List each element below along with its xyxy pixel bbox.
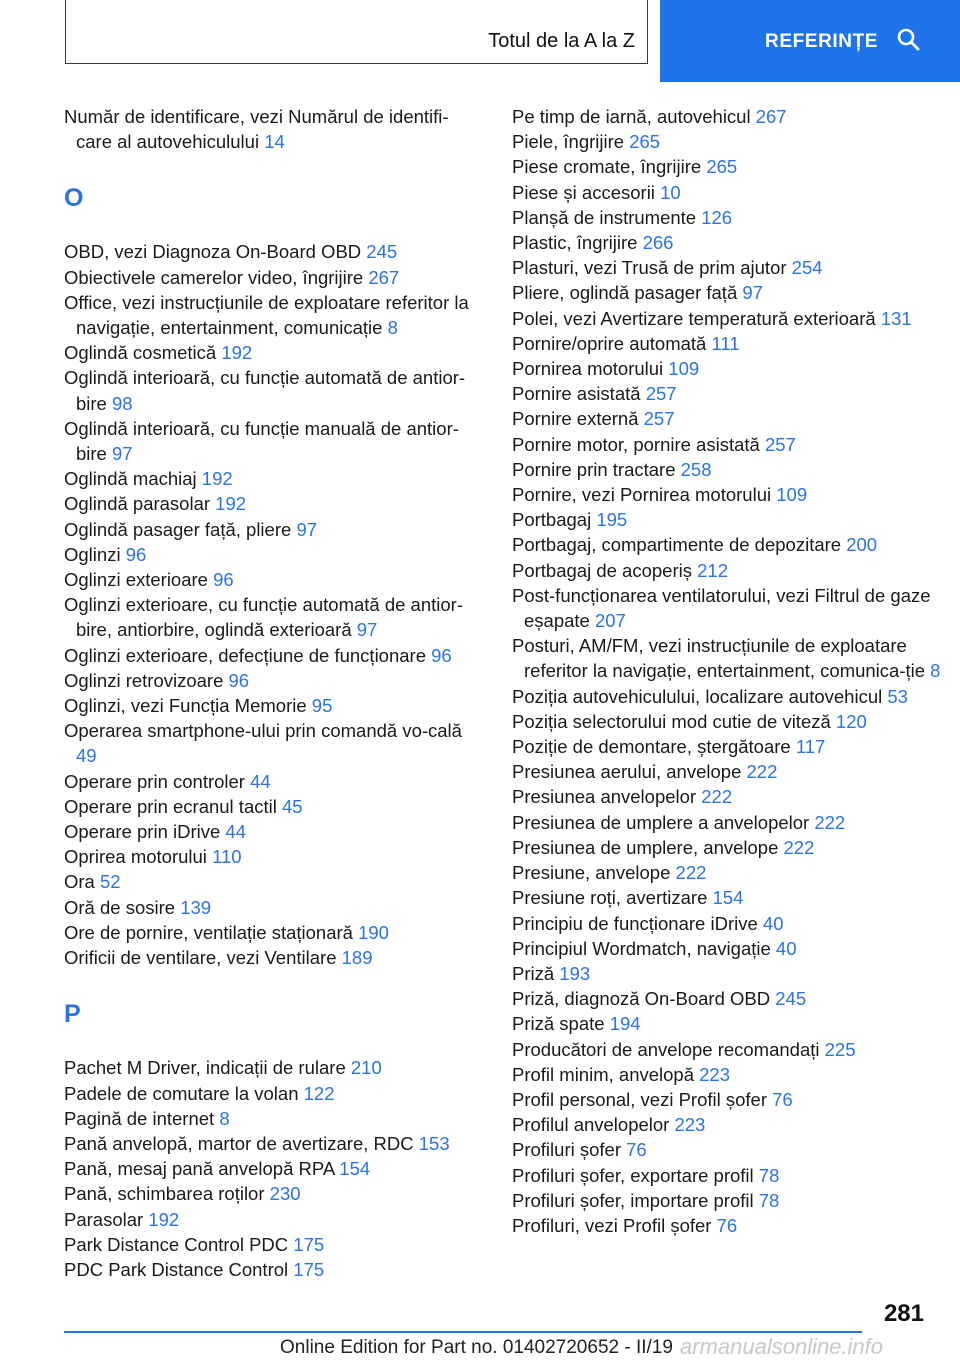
index-entry bbox=[64, 794, 484, 819]
index-entry bbox=[512, 457, 952, 482]
page-link[interactable]: 245 bbox=[366, 241, 398, 263]
page-link[interactable]: 96 bbox=[125, 543, 147, 565]
index-term: Oglindă interioară, cu funcție automată de antior-bire bbox=[64, 367, 466, 414]
index-entry bbox=[64, 1106, 484, 1131]
page-link[interactable]: 190 bbox=[358, 921, 389, 943]
page-link[interactable]: 97 bbox=[742, 282, 763, 304]
page-link[interactable]: 40 bbox=[762, 912, 784, 934]
index-entry bbox=[64, 945, 484, 970]
page-link[interactable]: 96 bbox=[228, 669, 250, 691]
index-entry bbox=[512, 1188, 952, 1213]
page-link[interactable]: 192 bbox=[215, 493, 247, 515]
index-entry bbox=[64, 1081, 484, 1106]
index-entry bbox=[512, 255, 952, 280]
index-entry bbox=[512, 709, 952, 734]
index-entry bbox=[64, 920, 484, 945]
page-link[interactable]: 44 bbox=[250, 770, 271, 792]
page-link[interactable]: 45 bbox=[282, 795, 303, 817]
index-term: OBD, vezi Diagnoza On-Board OBD bbox=[64, 241, 367, 263]
header-section-box bbox=[65, 0, 648, 64]
index-entry bbox=[64, 340, 484, 365]
section-title: Totul de la A la Z bbox=[488, 30, 635, 52]
index-term: Pornire prin tractare bbox=[512, 458, 681, 480]
index-term: Pagină de internet bbox=[64, 1107, 220, 1129]
page-link[interactable]: 210 bbox=[350, 1057, 382, 1079]
page-link[interactable]: 175 bbox=[293, 1258, 325, 1280]
page-number: 281 bbox=[883, 1300, 924, 1327]
index-entry bbox=[512, 507, 952, 532]
index-term: Portbagaj de acoperiș bbox=[512, 559, 698, 581]
index-term: Operare prin ecranul tactil bbox=[64, 795, 282, 817]
index-term: Profiluri șofer bbox=[512, 1139, 627, 1161]
index-entry bbox=[64, 693, 484, 718]
index-entry bbox=[64, 1181, 484, 1206]
index-term: Profiluri șofer, importare profil bbox=[512, 1189, 759, 1211]
page-link[interactable]: 257 bbox=[643, 408, 675, 430]
search-icon[interactable] bbox=[896, 27, 920, 51]
index-entry bbox=[64, 290, 484, 340]
index-term: Presiune, anvelope bbox=[512, 862, 676, 884]
index-entry bbox=[512, 784, 952, 809]
page-link[interactable]: 110 bbox=[212, 846, 242, 868]
page-link[interactable]: 111 bbox=[711, 332, 740, 354]
index-entry bbox=[512, 885, 952, 910]
index-term: Pornire motor, pornire asistată bbox=[512, 433, 765, 455]
page-link[interactable]: 97 bbox=[112, 443, 133, 465]
index-entry bbox=[512, 911, 952, 936]
page-link[interactable]: 153 bbox=[418, 1132, 450, 1154]
index-entry bbox=[512, 129, 952, 154]
index-term: Operare prin iDrive bbox=[64, 821, 226, 843]
index-entry bbox=[512, 280, 952, 305]
index-term: Oprirea motorului bbox=[64, 846, 213, 868]
page-link[interactable]: 95 bbox=[311, 695, 333, 717]
index-term: Poziție de demontare, ștergătoare bbox=[512, 736, 796, 758]
index-term: Pornirea motorului bbox=[512, 358, 669, 380]
index-entry bbox=[64, 668, 484, 693]
index-entry bbox=[512, 835, 952, 860]
page-link[interactable]: 267 bbox=[755, 106, 787, 127]
references-tab[interactable] bbox=[660, 0, 960, 82]
index-term: Profil minim, anvelopă bbox=[512, 1063, 700, 1085]
index-entry bbox=[512, 180, 952, 205]
index-term: Număr de identificare, vezi Numărul de identifi-care al autovehiculului bbox=[64, 106, 449, 153]
index-entry bbox=[512, 1037, 952, 1062]
index-term: Park Distance Control PDC bbox=[64, 1233, 294, 1255]
index-term: Priză spate bbox=[512, 1013, 610, 1035]
index-term: Pornire asistată bbox=[512, 383, 646, 405]
index-entry bbox=[64, 239, 484, 264]
page-link[interactable]: 131 bbox=[880, 307, 912, 329]
page-link[interactable]: 8 bbox=[387, 317, 398, 339]
page-link[interactable]: 10 bbox=[660, 181, 681, 203]
index-entry bbox=[512, 205, 952, 230]
index-entry bbox=[64, 869, 484, 894]
index-entry bbox=[64, 769, 484, 794]
page-link[interactable]: 97 bbox=[296, 518, 318, 540]
index-term: Operarea smartphone-ului prin comandă vo-cală bbox=[64, 720, 462, 742]
index-entry bbox=[64, 491, 484, 516]
index-entry bbox=[512, 432, 952, 457]
watermark: armanualsonline.info bbox=[680, 1334, 884, 1359]
index-term: Operare prin controler bbox=[64, 770, 251, 792]
index-term: Pornire/oprire automată bbox=[512, 332, 712, 354]
page-link[interactable]: 254 bbox=[791, 257, 823, 279]
page-link[interactable]: 200 bbox=[846, 534, 878, 556]
index-term: Oglindă machiaj bbox=[64, 468, 202, 490]
index-term: Pornire, vezi Pornirea motorului bbox=[512, 484, 777, 506]
index-entry bbox=[64, 844, 484, 869]
page-link[interactable]: 265 bbox=[629, 131, 661, 153]
page-link[interactable]: 8 bbox=[219, 1107, 230, 1129]
index-term: Profilul anvelopelor bbox=[512, 1114, 675, 1136]
page-link[interactable]: 40 bbox=[775, 937, 797, 959]
page-link[interactable]: 98 bbox=[112, 392, 133, 414]
page-link[interactable]: 96 bbox=[431, 644, 452, 666]
index-entry bbox=[512, 381, 952, 406]
index-entry bbox=[64, 542, 484, 567]
index-entry bbox=[512, 810, 952, 835]
index-entry bbox=[512, 1112, 952, 1137]
index-term: Profil personal, vezi Profil șofer bbox=[512, 1088, 773, 1110]
page-link[interactable]: 212 bbox=[697, 559, 728, 581]
index-term: Oglinzi exterioare, cu funcție automată de antior-bire, antiorbire, oglindă exterioară bbox=[64, 594, 463, 641]
index-entry bbox=[512, 986, 952, 1011]
index-term: Pană anvelopă, martor de avertizare, RDC bbox=[64, 1132, 419, 1154]
index-entry bbox=[512, 961, 952, 986]
page-link[interactable]: 97 bbox=[356, 619, 378, 641]
index-entry bbox=[512, 154, 952, 179]
index-entry bbox=[64, 1207, 484, 1232]
index-term: Portbagaj bbox=[512, 509, 597, 531]
index-term: Posturi, AM/FM, vezi instrucțiunile de exploatare referitor la navigație, entertainment, comunica-ție bbox=[512, 635, 931, 682]
index-entry bbox=[512, 936, 952, 961]
index-column-right bbox=[512, 104, 952, 1238]
index-term: Pană, mesaj pană anvelopă RPA bbox=[64, 1158, 340, 1180]
index-term: Pană, schimbarea roților bbox=[64, 1183, 270, 1205]
index-entry bbox=[64, 1156, 484, 1181]
index-entry bbox=[512, 633, 952, 683]
index-entry bbox=[64, 718, 484, 768]
index-term: Pachet M Driver, indicații de rulare bbox=[64, 1057, 351, 1079]
index-entry bbox=[512, 583, 952, 633]
section-letter: P bbox=[64, 1000, 81, 1029]
page-link[interactable]: 53 bbox=[887, 685, 908, 707]
index-term: Piese cromate, îngrijire bbox=[512, 156, 707, 178]
page-link[interactable]: 265 bbox=[706, 156, 738, 178]
index-entry bbox=[512, 759, 952, 784]
page-link[interactable]: 14 bbox=[264, 131, 285, 153]
page-link[interactable]: 192 bbox=[221, 342, 253, 364]
index-term: Priză, diagnoză On-Board OBD bbox=[512, 988, 776, 1010]
index-entry bbox=[512, 532, 952, 557]
index-term: Oglindă pasager față, pliere bbox=[64, 518, 297, 540]
index-entry bbox=[512, 356, 952, 381]
index-entry bbox=[64, 1055, 484, 1080]
index-entry bbox=[512, 104, 952, 129]
index-entry bbox=[512, 1087, 952, 1112]
index-term: Pe timp de iarnă, autovehicul bbox=[512, 106, 756, 127]
index-entry bbox=[64, 567, 484, 592]
index-term: Oglinzi bbox=[64, 543, 126, 565]
index-entry bbox=[512, 331, 952, 356]
page-link[interactable]: 257 bbox=[645, 383, 677, 405]
index-entry bbox=[512, 684, 952, 709]
page-link[interactable]: 230 bbox=[269, 1183, 301, 1205]
page-link[interactable]: 245 bbox=[775, 988, 807, 1010]
index-term: Oglinzi, vezi Funcția Memorie bbox=[64, 695, 312, 717]
index-term: Office, vezi instrucțiunile de exploatare referitor la navigație, entertainment, comunicație bbox=[64, 291, 469, 339]
page-link[interactable]: 222 bbox=[783, 836, 815, 858]
page-link[interactable]: 76 bbox=[626, 1139, 647, 1161]
page-link[interactable]: 189 bbox=[341, 947, 373, 969]
index-term: Plasturi, vezi Trusă de prim ajutor bbox=[512, 257, 792, 279]
index-term: Oglinzi exterioare bbox=[64, 569, 214, 591]
index-entry bbox=[512, 558, 952, 583]
page-link[interactable]: 49 bbox=[76, 745, 97, 767]
index-term: Ore de pornire, ventilație staționară bbox=[64, 921, 359, 943]
index-entry bbox=[64, 643, 484, 668]
page-link[interactable]: 139 bbox=[180, 896, 212, 918]
page-link[interactable]: 109 bbox=[668, 358, 700, 380]
index-term: Obiectivele camerelor video, îngrijire bbox=[64, 266, 369, 288]
page-link[interactable]: 175 bbox=[293, 1233, 325, 1255]
page-link[interactable]: 222 bbox=[701, 786, 733, 808]
index-entry bbox=[64, 365, 484, 415]
page-link[interactable]: 126 bbox=[701, 206, 733, 228]
index-column-left bbox=[64, 104, 484, 1282]
index-term: Pornire externă bbox=[512, 408, 644, 430]
references-tab-label: REFERINȚE bbox=[765, 31, 879, 52]
page-link[interactable]: 258 bbox=[680, 458, 712, 480]
index-entry bbox=[512, 1011, 952, 1036]
index-term: Plastic, îngrijire bbox=[512, 232, 643, 254]
section-letter: O bbox=[64, 184, 84, 213]
index-entry bbox=[64, 466, 484, 491]
index-term: Portbagaj, compartimente de depozitare bbox=[512, 534, 847, 556]
page-link[interactable]: 117 bbox=[795, 736, 826, 758]
index-entry bbox=[64, 104, 484, 154]
index-entry bbox=[512, 1137, 952, 1162]
index-term: Presiunea anvelopelor bbox=[512, 786, 702, 808]
page-link[interactable]: 222 bbox=[814, 811, 846, 833]
index-term: Presiunea de umplere a anvelopelor bbox=[512, 811, 815, 833]
page-link[interactable]: 76 bbox=[716, 1214, 738, 1236]
page-link[interactable]: 8 bbox=[930, 660, 941, 682]
page-link[interactable]: 154 bbox=[339, 1158, 371, 1180]
page-link[interactable]: 267 bbox=[368, 266, 400, 288]
index-entry bbox=[64, 1257, 484, 1282]
index-term: Principiu de funcționare iDrive bbox=[512, 912, 763, 934]
page-link[interactable]: 223 bbox=[674, 1114, 706, 1136]
index-term: Post-funcționarea ventilatorului, vezi Filtrul de gaze eșapate bbox=[512, 584, 931, 632]
index-term: Pliere, oglindă pasager față bbox=[512, 282, 743, 304]
index-term: Priză bbox=[512, 962, 560, 984]
index-term: Oglinzi retrovizoare bbox=[64, 669, 229, 691]
index-entry bbox=[64, 1232, 484, 1257]
index-term: PDC Park Distance Control bbox=[64, 1258, 294, 1280]
index-entry bbox=[512, 1213, 952, 1238]
edition-note: Online Edition for Part no. 01402720652 - II/19 bbox=[280, 1337, 673, 1358]
index-term: Poziția autovehiculului, localizare autovehicul bbox=[512, 685, 888, 707]
index-entry bbox=[64, 416, 484, 466]
page-link[interactable]: 223 bbox=[699, 1063, 731, 1085]
page-link[interactable]: 257 bbox=[764, 433, 796, 455]
index-term: Piese și accesorii bbox=[512, 181, 661, 203]
index-entry bbox=[64, 1131, 484, 1156]
index-term: Oglindă cosmetică bbox=[64, 342, 222, 364]
index-term: Principiul Wordmatch, navigație bbox=[512, 937, 776, 959]
page-link[interactable]: 120 bbox=[835, 710, 867, 732]
index-term: Piele, îngrijire bbox=[512, 131, 630, 153]
index-term: Polei, vezi Avertizare temperatură exterioară bbox=[512, 307, 881, 329]
page-link[interactable]: 266 bbox=[642, 232, 674, 254]
index-term: Oglinzi exterioare, defecțiune de funcționare bbox=[64, 644, 432, 666]
index-term: Oglindă parasolar bbox=[64, 493, 216, 515]
index-entry bbox=[64, 819, 484, 844]
index-entry bbox=[512, 860, 952, 885]
index-entry bbox=[512, 734, 952, 759]
page-link[interactable]: 194 bbox=[609, 1013, 641, 1035]
page-link[interactable]: 207 bbox=[594, 610, 626, 632]
index-term: Poziția selectorului mod cutie de viteză bbox=[512, 710, 836, 732]
index-term: Presiunea de umplere, anvelope bbox=[512, 836, 784, 858]
index-entry bbox=[512, 1062, 952, 1087]
index-entry bbox=[512, 1163, 952, 1188]
footer-divider bbox=[64, 1331, 862, 1333]
index-entry bbox=[64, 265, 484, 290]
index-term: Profiluri, vezi Profil șofer bbox=[512, 1214, 717, 1236]
index-term: Planșă de instrumente bbox=[512, 206, 702, 228]
index-entry bbox=[64, 895, 484, 920]
index-term: Oră de sosire bbox=[64, 896, 181, 918]
page-link[interactable]: 192 bbox=[201, 468, 233, 490]
page-link[interactable]: 122 bbox=[303, 1082, 335, 1104]
page-link[interactable]: 76 bbox=[772, 1088, 793, 1110]
page-link[interactable]: 44 bbox=[225, 821, 246, 843]
index-entry bbox=[512, 482, 952, 507]
page-link[interactable]: 78 bbox=[758, 1189, 780, 1211]
page-link[interactable]: 109 bbox=[776, 484, 808, 506]
index-term: Padele de comutare la volan bbox=[64, 1082, 304, 1104]
index-term: Ora bbox=[64, 871, 100, 893]
index-term: Orificii de ventilare, vezi Ventilare bbox=[64, 947, 342, 969]
page-link[interactable]: 192 bbox=[148, 1208, 180, 1230]
page-link[interactable]: 222 bbox=[746, 761, 778, 783]
page-link[interactable]: 52 bbox=[99, 871, 121, 893]
index-entry bbox=[64, 517, 484, 542]
index-term: Parasolar bbox=[64, 1208, 149, 1230]
index-term: Presiune roți, avertizare bbox=[512, 887, 713, 909]
page-link[interactable]: 78 bbox=[758, 1164, 780, 1186]
page-link[interactable]: 225 bbox=[824, 1038, 856, 1060]
page-link[interactable]: 154 bbox=[712, 887, 744, 909]
page-link[interactable]: 195 bbox=[596, 509, 628, 531]
index-term: Producători de anvelope recomandați bbox=[512, 1038, 825, 1060]
page-link[interactable]: 193 bbox=[559, 962, 591, 984]
index-term: Profiluri șofer, exportare profil bbox=[512, 1164, 759, 1186]
index-term: Presiunea aerului, anvelope bbox=[512, 761, 747, 783]
index-entry bbox=[64, 592, 484, 642]
index-entry bbox=[512, 306, 952, 331]
page-link[interactable]: 96 bbox=[213, 569, 234, 591]
page-link[interactable]: 222 bbox=[675, 862, 707, 884]
index-term: Oglindă interioară, cu funcție manuală de antior-bire bbox=[64, 417, 459, 465]
index-entry bbox=[512, 406, 952, 431]
index-entry bbox=[512, 230, 952, 255]
